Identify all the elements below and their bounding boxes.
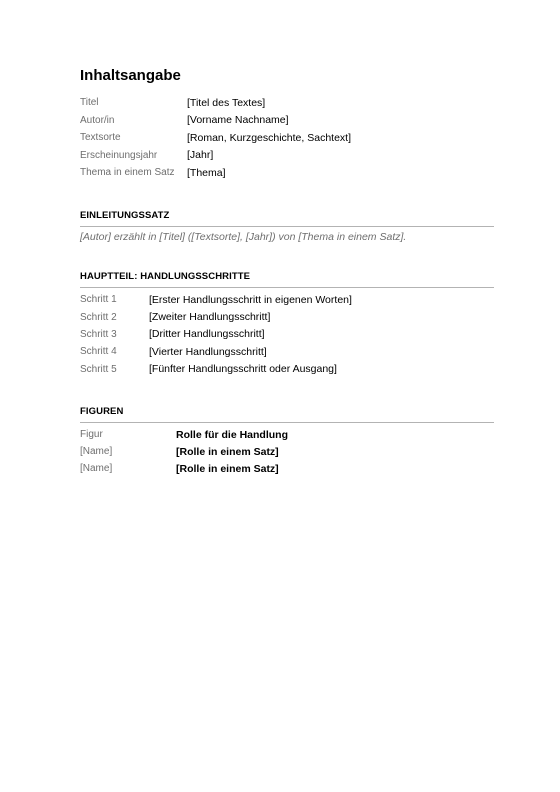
figure-row bbox=[80, 443, 494, 460]
step-label: Schritt 3 bbox=[80, 328, 117, 340]
figures-table bbox=[80, 426, 494, 478]
metadata-table bbox=[80, 94, 494, 182]
step-label: Schritt 4 bbox=[80, 346, 117, 358]
metadata-value: [Thema] bbox=[187, 166, 226, 179]
metadata-label: Autor/in bbox=[80, 114, 115, 126]
figure-name: [Name] bbox=[80, 463, 113, 475]
figures-section-heading: FIGUREN bbox=[80, 406, 494, 423]
step-value: [Vierter Handlungsschritt] bbox=[149, 345, 267, 358]
figure-name: [Name] bbox=[80, 446, 113, 458]
metadata-value: [Titel des Textes] bbox=[187, 96, 266, 109]
step-row bbox=[80, 361, 494, 378]
main-section-heading: HAUPTTEIL: HANDLUNGSSCHRITTE bbox=[80, 271, 494, 288]
step-row bbox=[80, 308, 494, 325]
metadata-label: Erscheinungsjahr bbox=[80, 149, 158, 161]
figure-row bbox=[80, 460, 494, 477]
metadata-row-author bbox=[80, 112, 494, 130]
metadata-label: Titel bbox=[80, 97, 99, 109]
step-value: [Zweiter Handlungsschritt] bbox=[149, 311, 271, 324]
step-value: [Erster Handlungsschritt in eigenen Worten] bbox=[149, 293, 352, 306]
metadata-value: [Jahr] bbox=[187, 149, 214, 162]
figures-column-header-role: Rolle für die Handlung bbox=[176, 428, 288, 441]
intro-section-heading: EINLEITUNGSSATZ bbox=[80, 210, 494, 227]
metadata-row-year bbox=[80, 147, 494, 165]
steps-table bbox=[80, 291, 494, 378]
step-value: [Dritter Handlungsschritt] bbox=[149, 328, 265, 341]
metadata-value: [Vorname Nachname] bbox=[187, 114, 289, 127]
step-row bbox=[80, 343, 494, 360]
metadata-label: Thema in einem Satz bbox=[80, 167, 175, 179]
document-title: Inhaltsangabe bbox=[80, 67, 181, 84]
step-value: [Fünfter Handlungsschritt oder Ausgang] bbox=[149, 363, 337, 376]
figures-header-row bbox=[80, 426, 494, 443]
step-label: Schritt 5 bbox=[80, 363, 117, 375]
step-row bbox=[80, 326, 494, 343]
figures-column-header-name: Figur bbox=[80, 429, 103, 441]
intro-sentence: [Autor] erzählt in [Titel] ([Textsorte], [Jahr]) von [Thema in einem Satz]. bbox=[80, 231, 407, 243]
step-label: Schritt 2 bbox=[80, 311, 117, 323]
metadata-label: Textsorte bbox=[80, 132, 121, 144]
metadata-row-title bbox=[80, 94, 494, 112]
figure-role: [Rolle in einem Satz] bbox=[176, 462, 279, 475]
step-row bbox=[80, 291, 494, 308]
step-label: Schritt 1 bbox=[80, 294, 117, 306]
metadata-row-theme bbox=[80, 164, 494, 182]
metadata-row-text-type bbox=[80, 129, 494, 147]
figure-role: [Rolle in einem Satz] bbox=[176, 445, 279, 458]
metadata-value: [Roman, Kurzgeschichte, Sachtext] bbox=[187, 131, 351, 144]
